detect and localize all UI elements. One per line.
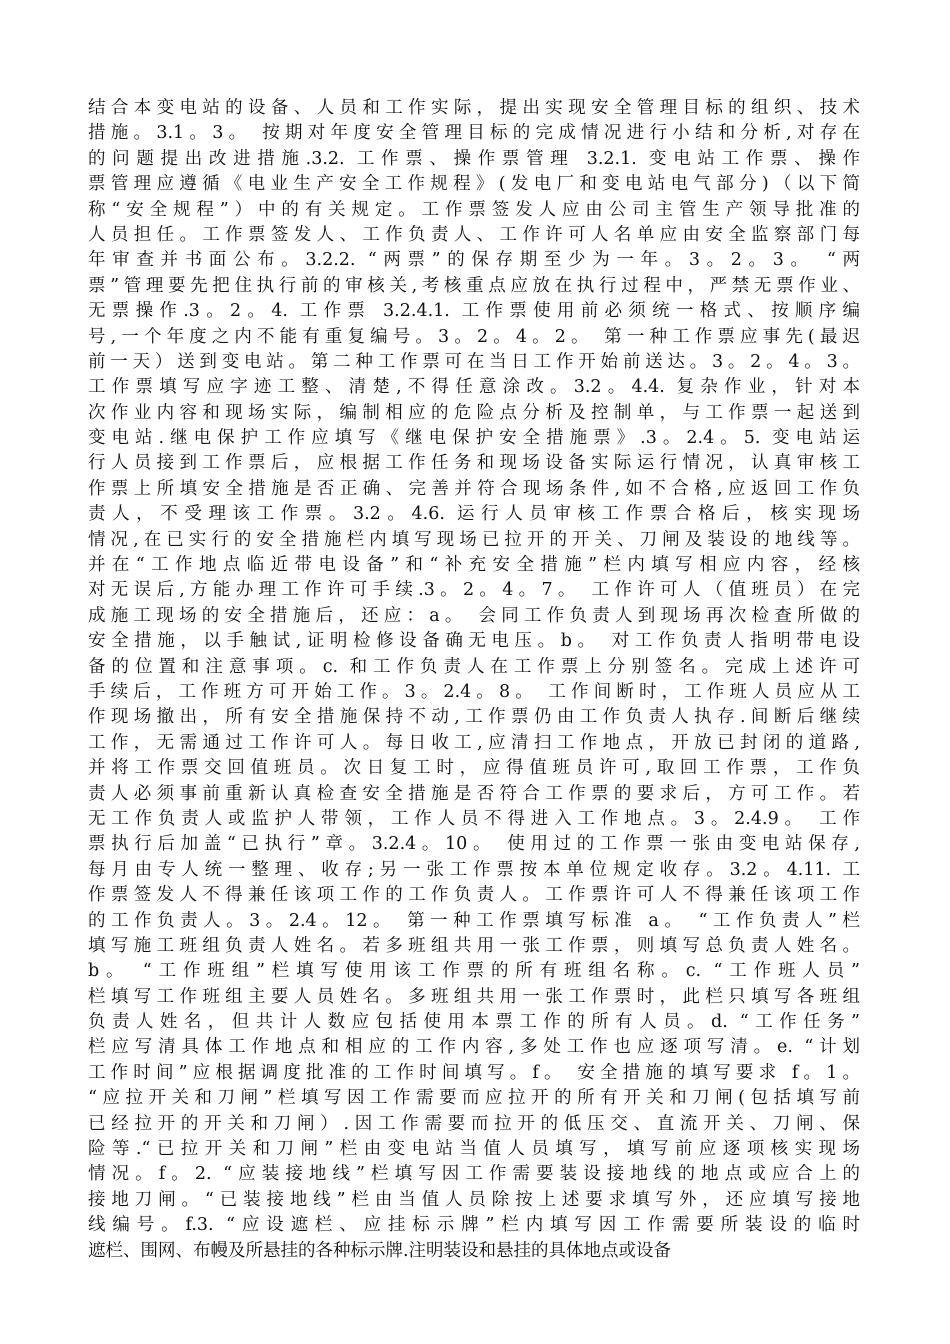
text-line: b。 “工作班组”栏填写使用该工作票的所有班组名称。c. “工作班人员” — [88, 961, 860, 982]
text-line: 工作票填写应字迹工整、清楚,不得任意涂改。3.2。4.4. 复杂作业，针对本 — [88, 377, 860, 398]
text-line: 号,一个年度之内不能有重复编号。3。2。4。2。 第一种工作票应事先(最迟 — [88, 326, 860, 347]
text-line: 称“安全规程”）中的有关规定。工作票签发人应由公司主管生产领导批准的 — [88, 199, 860, 220]
text-line: 栏填写工作班组主要人员姓名。多班组共用一张工作票时，此栏只填写各班组 — [88, 986, 860, 1007]
text-line: 的工作负责人。3。2.4。12。 第一种工作票填写标准 a。 “工作负责人”栏 — [88, 910, 860, 931]
text-line: 填写施工班组负责人姓名。若多班组共用一张工作票，则填写总负责人姓名。 — [88, 935, 860, 956]
text-line: 结合本变电站的设备、人员和工作实际，提出实现安全管理目标的组织、技术 — [88, 98, 860, 118]
text-line: 票”管理要先把住执行前的审核关,考核重点应放在执行过程中，严禁无票作业、 — [88, 275, 860, 296]
text-line: 接地刀闸。“已装接地线”栏由当值人员除按上述要求填写外，还应填写接地 — [88, 1189, 860, 1210]
text-line: 遮栏、围网、布幔及所悬挂的各种标示牌.注明装设和悬挂的具体地点或设备 — [88, 1240, 672, 1261]
text-line: 工作时间”应根据调度批准的工作时间填写。f。 安全措施的填写要求 f。1。 — [88, 1062, 860, 1083]
text-line: 票执行后加盖“已执行”章。3.2.4。10。 使用过的工作票一张由变电站保存, — [88, 834, 860, 855]
text-line: 险等.“已拉开关和刀闸”栏由变电站当值人员填写，填写前应逐项核实现场 — [88, 1139, 860, 1160]
text-line: 人员担任。工作票签发人、工作负责人、工作许可人名单应由安全监察部门每 — [88, 224, 860, 245]
text-line: 无工作负责人或监护人带领，工作人员不得进入工作地点。3。2.4.9。 工作 — [88, 808, 860, 829]
text-line: 栏应写清具体工作地点和相应的工作内容,多处工作也应逐项写清。e. “计划 — [88, 1037, 860, 1058]
text-line: 对无误后,方能办理工作许可手续.3。2。4。7。 工作许可人（值班员）在完 — [88, 580, 860, 601]
text-line: 行人员接到工作票后，应根据工作任务和现场设备实际运行情况，认真审核工 — [88, 453, 860, 474]
text-line: 成施工现场的安全措施后，还应：a。 会同工作负责人到现场再次检查所做的 — [88, 605, 860, 626]
text-line: 无票操作.3。2。4. 工作票 3.2.4.1. 工作票使用前必须统一格式、按顺序编 — [88, 301, 860, 322]
text-line: “应拉开关和刀闸”栏填写因工作需要而应拉开的所有开关和刀闸(包括填写前 — [88, 1088, 860, 1109]
text-line: 已经拉开的开关和刀闸）.因工作需要而拉开的低压交、直流开关、刀闸、保 — [88, 1113, 860, 1134]
text-line: 责人必须事前重新认真检查安全措施是否符合工作票的要求后，方可工作。若 — [88, 783, 860, 804]
text-line: 线编号。f.3. “应设遮栏、应挂标示牌”栏内填写因工作需要所装设的临时 — [88, 1215, 860, 1236]
text-line: 每月由专人统一整理、收存;另一张工作票按本单位规定收存。3.2。4.11. 工 — [88, 859, 860, 880]
text-line: 措施。3.1。3。 按期对年度安全管理目标的完成情况进行小结和分析,对存在 — [88, 123, 860, 144]
text-line: 作票签发人不得兼任该项工作的工作负责人。工作票许可人不得兼任该项工作 — [88, 885, 860, 906]
text-line: 安全措施，以手触试,证明检修设备确无电压。b。 对工作负责人指明带电设 — [88, 631, 860, 652]
text-line: 年审查并书面公布。3.2.2. “两票”的保存期至少为一年。3。2。3。 “两 — [88, 250, 860, 271]
text-line: 作票上所填安全措施是否正确、完善并符合现场条件,如不合格,应返回工作负 — [88, 478, 860, 499]
text-line: 工作，无需通过工作许可人。每日收工,应清扫工作地点，开放已封闭的道路, — [88, 732, 860, 753]
text-line: 负责人姓名，但共计人数应包括使用本票工作的所有人员。d. “工作任务” — [88, 1012, 860, 1033]
text-line: 的问题提出改进措施.3.2. 工作票、操作票管理 3.2.1. 变电站工作票、操作 — [88, 148, 860, 169]
text-line: 票管理应遵循《电业生产安全工作规程》(发电厂和变电站电气部分)（以下简 — [88, 174, 860, 195]
text-line: 手续后，工作班方可开始工作。3。2.4。8。 工作间断时，工作班人员应从工 — [88, 681, 860, 702]
text-line: 前一天）送到变电站。第二种工作票可在当日工作开始前送达。3。2。4。3。 — [88, 351, 860, 372]
body-text — [88, 96, 860, 1264]
text-line: 变电站.继电保护工作应填写《继电保护安全措施票》.3。2.4。5. 变电站运 — [88, 428, 860, 449]
text-line: 情况。f。2. “应装接地线”栏填写因工作需要装设接地线的地点或应合上的 — [88, 1164, 860, 1185]
text-line: 并将工作票交回值班员。次日复工时，应得值班员许可,取回工作票，工作负 — [88, 758, 860, 779]
text-line: 次作业内容和现场实际，编制相应的危险点分析及控制单，与工作票一起送到 — [88, 402, 860, 423]
text-line: 情况,在已实行的安全措施栏内填写现场已拉开的开关、刀闸及装设的地线等。 — [88, 529, 860, 550]
text-line: 并在“工作地点临近带电设备”和“补充安全措施”栏内填写相应内容，经核 — [88, 555, 860, 576]
text-line: 责人，不受理该工作票。3.2。4.6. 运行人员审核工作票合格后，核实现场 — [88, 504, 860, 525]
text-line: 备的位置和注意事项。c. 和工作负责人在工作票上分别签名。完成上述许可 — [88, 656, 860, 677]
text-line: 作现场撤出，所有安全措施保持不动,工作票仍由工作负责人执存.间断后继续 — [88, 707, 860, 728]
